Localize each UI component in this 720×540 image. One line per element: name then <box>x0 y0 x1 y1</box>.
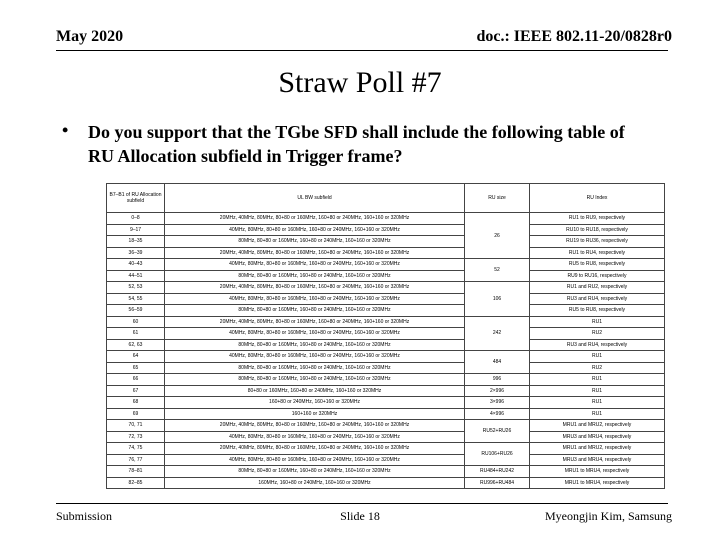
cell-bits: 74, 75 <box>107 443 165 455</box>
table-row <box>107 397 665 409</box>
cell-ul-bw: 80MHz, 80+80 or 160MHz, 160+80 or 240MHz, 160+160 or 320MHz <box>165 236 465 248</box>
table-row <box>107 316 665 328</box>
cell-ru-index: RU1 <box>530 397 665 409</box>
ru-allocation-table <box>106 183 665 489</box>
cell-bits: 61 <box>107 328 165 340</box>
cell-ru-index: MRU3 and MRU4, respectively <box>530 454 665 466</box>
cell-ru-index: MRU1 and MRU2, respectively <box>530 443 665 455</box>
table-row <box>107 420 665 432</box>
header-cell-ru-size: RU size <box>465 184 530 213</box>
table-row <box>107 408 665 420</box>
cell-ru-size: RU52+RU26 <box>465 420 530 443</box>
cell-ul-bw: 40MHz, 80MHz, 80+80 or 160MHz, 160+80 or 240MHz, 160+160 or 320MHz <box>165 293 465 305</box>
cell-ul-bw: 160+80 or 240MHz, 160+160 or 320MHz <box>165 397 465 409</box>
cell-ul-bw: 20MHz, 40MHz, 80MHz, 80+80 or 160MHz, 160+80 or 240MHz, 160+160 or 320MHz <box>165 316 465 328</box>
table-row <box>107 466 665 478</box>
cell-ru-index: MRU3 and MRU4, respectively <box>530 431 665 443</box>
table-row <box>107 374 665 386</box>
table-row <box>107 213 665 225</box>
cell-ru-size: 3×996 <box>465 397 530 409</box>
cell-ru-index: RU1 <box>530 374 665 386</box>
cell-bits: 82–85 <box>107 477 165 489</box>
cell-ru-size: 26 <box>465 213 530 259</box>
table-row <box>107 477 665 489</box>
cell-ul-bw: 80MHz, 80+80 or 160MHz, 160+80 or 240MHz, 160+160 or 320MHz <box>165 466 465 478</box>
cell-bits: 56–59 <box>107 305 165 317</box>
footer-author: Myeongjin Kim, Samsung <box>544 509 672 523</box>
cell-bits: 68 <box>107 397 165 409</box>
cell-ru-index: RU10 to RU18, respectively <box>530 224 665 236</box>
table-row <box>107 443 665 455</box>
cell-ru-size: 996 <box>465 374 530 386</box>
table-row <box>107 431 665 443</box>
slide-title: Straw Poll #7 <box>278 66 442 99</box>
cell-ul-bw: 20MHz, 40MHz, 80MHz, 80+80 or 160MHz, 160+80 or 240MHz, 160+160 or 320MHz <box>165 213 465 225</box>
cell-ru-index: RU1 to RU9, respectively <box>530 213 665 225</box>
cell-ru-size: 52 <box>465 259 530 282</box>
cell-ul-bw: 20MHz, 40MHz, 80MHz, 80+80 or 160MHz, 160+80 or 240MHz, 160+160 or 320MHz <box>165 282 465 294</box>
cell-ul-bw: 40MHz, 80MHz, 80+80 or 160MHz, 160+80 or 240MHz, 160+160 or 320MHz <box>165 351 465 363</box>
cell-bits: 44–51 <box>107 270 165 282</box>
header-cell-bw: UL BW subfield <box>165 184 465 213</box>
cell-ul-bw: 80MHz, 80+80 or 160MHz, 160+80 or 240MHz, 160+160 or 320MHz <box>165 374 465 386</box>
cell-ru-size: 2×996 <box>465 385 530 397</box>
header-cell-ru-index: RU Index <box>530 184 665 213</box>
cell-ul-bw: 40MHz, 80MHz, 80+80 or 160MHz, 160+80 or 240MHz, 160+160 or 320MHz <box>165 224 465 236</box>
footer-submission: Submission <box>56 509 113 523</box>
cell-ul-bw: 40MHz, 80MHz, 80+80 or 160MHz, 160+80 or 240MHz, 160+160 or 320MHz <box>165 431 465 443</box>
header-cell-bits: B7–B1 of RU Allocation subfield <box>107 184 165 213</box>
cell-ru-size: RU484+RU242 <box>465 466 530 478</box>
cell-bits: 78–81 <box>107 466 165 478</box>
cell-ru-index: RU3 and RU4, respectively <box>530 339 665 351</box>
cell-ul-bw: 80MHz, 80+80 or 160MHz, 160+80 or 240MHz, 160+160 or 320MHz <box>165 339 465 351</box>
cell-bits: 69 <box>107 408 165 420</box>
table-row <box>107 351 665 363</box>
cell-ul-bw: 80+80 or 160MHz, 160+80 or 240MHz, 160+160 or 320MHz <box>165 385 465 397</box>
cell-bits: 70, 71 <box>107 420 165 432</box>
cell-ru-index: RU5 to RU8, respectively <box>530 305 665 317</box>
table-row <box>107 259 665 271</box>
cell-ul-bw: 160+160 or 320MHz <box>165 408 465 420</box>
table-row <box>107 339 665 351</box>
cell-ru-size: 106 <box>465 282 530 317</box>
table-row <box>107 328 665 340</box>
table-row <box>107 362 665 374</box>
cell-ul-bw: 80MHz, 80+80 or 160MHz, 160+80 or 240MHz, 160+160 or 320MHz <box>165 305 465 317</box>
cell-ru-size: 242 <box>465 316 530 351</box>
cell-bits: 64 <box>107 351 165 363</box>
cell-ru-index: RU1 to RU4, respectively <box>530 247 665 259</box>
cell-ru-index: RU1 <box>530 408 665 420</box>
table-row <box>107 293 665 305</box>
cell-ru-index: RU9 to RU16, respectively <box>530 270 665 282</box>
cell-ru-index: RU19 to RU36, respectively <box>530 236 665 248</box>
footer-slide-number: Slide 18 <box>340 509 380 523</box>
cell-ul-bw: 40MHz, 80MHz, 80+80 or 160MHz, 160+80 or 240MHz, 160+160 or 320MHz <box>165 454 465 466</box>
cell-ul-bw: 20MHz, 40MHz, 80MHz, 80+80 or 160MHz, 160+80 or 240MHz, 160+160 or 320MHz <box>165 247 465 259</box>
cell-bits: 52, 53 <box>107 282 165 294</box>
cell-bits: 18–35 <box>107 236 165 248</box>
cell-ru-index: MRU1 to MRU4, respectively <box>530 477 665 489</box>
cell-ul-bw: 20MHz, 40MHz, 80MHz, 80+80 or 160MHz, 160+80 or 240MHz, 160+160 or 320MHz <box>165 420 465 432</box>
cell-bits: 0–8 <box>107 213 165 225</box>
table-row <box>107 224 665 236</box>
cell-ru-index: RU1 <box>530 351 665 363</box>
cell-ru-index: MRU1 to MRU4, respectively <box>530 466 665 478</box>
table-row <box>107 305 665 317</box>
table-row <box>107 247 665 259</box>
cell-ul-bw: 160MHz, 160+80 or 240MHz, 160+160 or 320MHz <box>165 477 465 489</box>
cell-ul-bw: 80MHz, 80+80 or 160MHz, 160+80 or 240MHz, 160+160 or 320MHz <box>165 362 465 374</box>
cell-bits: 72, 73 <box>107 431 165 443</box>
cell-ru-index: RU1 <box>530 316 665 328</box>
header-divider <box>56 50 668 51</box>
cell-ul-bw: 20MHz, 40MHz, 80MHz, 80+80 or 160MHz, 160+80 or 240MHz, 160+160 or 320MHz <box>165 443 465 455</box>
cell-bits: 40–43 <box>107 259 165 271</box>
cell-bits: 9–17 <box>107 224 165 236</box>
cell-ru-index: RU1 <box>530 385 665 397</box>
cell-bits: 66 <box>107 374 165 386</box>
cell-bits: 60 <box>107 316 165 328</box>
header-doc-id: doc.: IEEE 802.11-20/0828r0 <box>476 28 672 45</box>
cell-bits: 67 <box>107 385 165 397</box>
cell-ru-size: 484 <box>465 351 530 374</box>
table-body <box>107 213 665 489</box>
cell-bits: 54, 55 <box>107 293 165 305</box>
table-row <box>107 282 665 294</box>
cell-ru-index: RU2 <box>530 328 665 340</box>
cell-bits: 62, 63 <box>107 339 165 351</box>
poll-question: Do you support that the TGbe SFD shall include the following table of RU Allocation subfield in Trigger frame? <box>88 122 625 166</box>
table-row <box>107 454 665 466</box>
cell-ru-size: RU106+RU26 <box>465 443 530 466</box>
header-date: May 2020 <box>56 28 124 45</box>
cell-ru-index: RU3 and RU4, respectively <box>530 293 665 305</box>
cell-bits: 36–39 <box>107 247 165 259</box>
table-row <box>107 236 665 248</box>
footer-divider <box>56 503 668 504</box>
cell-bits: 65 <box>107 362 165 374</box>
table-row <box>107 385 665 397</box>
cell-ru-index: RU5 to RU8, respectively <box>530 259 665 271</box>
cell-ul-bw: 40MHz, 80MHz, 80+80 or 160MHz, 160+80 or 240MHz, 160+160 or 320MHz <box>165 259 465 271</box>
cell-ul-bw: 80MHz, 80+80 or 160MHz, 160+80 or 240MHz, 160+160 or 320MHz <box>165 270 465 282</box>
bullet-marker: • <box>62 120 69 140</box>
cell-bits: 76, 77 <box>107 454 165 466</box>
table-header-row <box>107 184 665 213</box>
cell-ru-size: 4×996 <box>465 408 530 420</box>
table-row <box>107 270 665 282</box>
cell-ru-size: RU996+RU484 <box>465 477 530 489</box>
cell-ul-bw: 40MHz, 80MHz, 80+80 or 160MHz, 160+80 or 240MHz, 160+160 or 320MHz <box>165 328 465 340</box>
cell-ru-index: RU2 <box>530 362 665 374</box>
cell-ru-index: RU1 and RU2, respectively <box>530 282 665 294</box>
cell-ru-index: MRU1 and MRU2, respectively <box>530 420 665 432</box>
